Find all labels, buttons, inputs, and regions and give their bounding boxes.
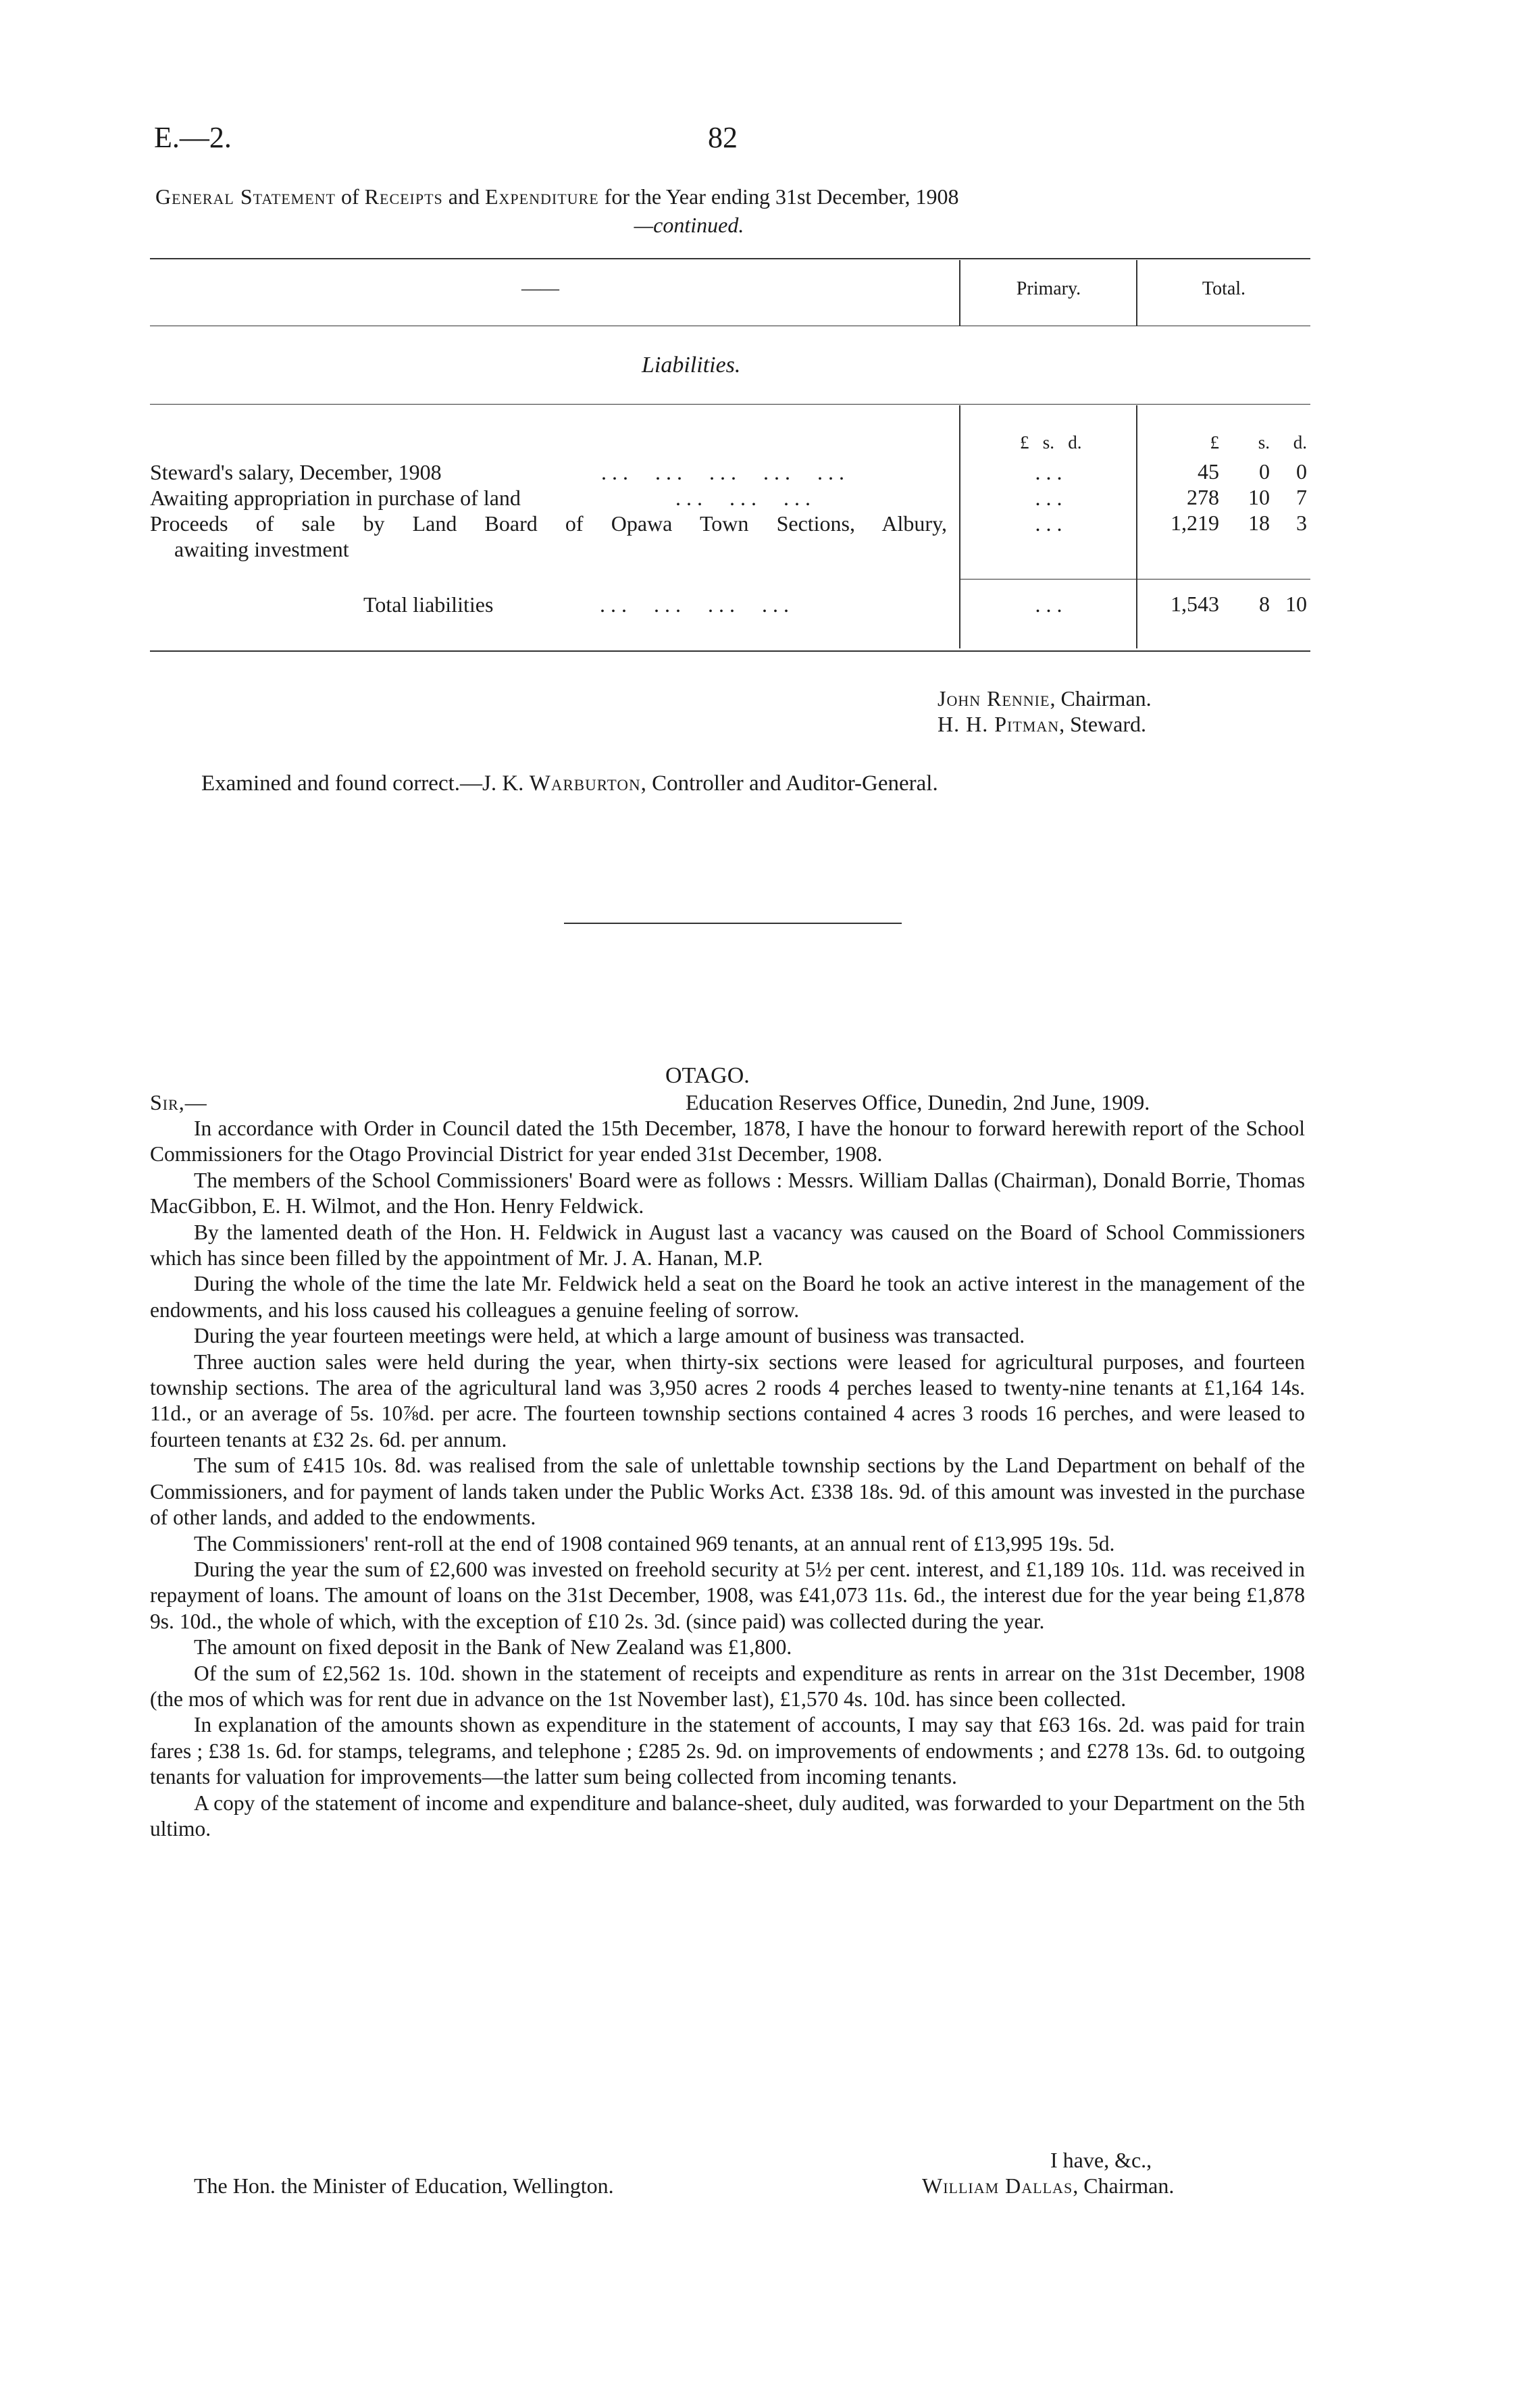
- document-code: E.—2.: [154, 121, 232, 154]
- title-receipts: Receipts: [364, 184, 443, 209]
- table-row-pence: 0: [1296, 459, 1307, 484]
- table-section-rule: [150, 404, 1310, 405]
- letter-address: Education Reserves Office, Dunedin, 2nd June, 1909.: [686, 1090, 1150, 1114]
- letter-paragraph: The Commissioners' rent-roll at the end of 1908 contained 969 tenants, at an annual rent of £13,995 19s. 5d.: [194, 1531, 1115, 1555]
- total-shilling-unit: s.: [1258, 432, 1270, 453]
- letter-paragraph: Of the sum of £2,562 1s. 10d. shown in the statement of receipts and expenditure as rents in arrear on the 31st December, 1908 (the mos of which was for rent due in advance on the 1st November last), £1,570 4s. 10d. has since been collected.: [150, 1661, 1305, 1711]
- table-row-label-continued: awaiting investment: [174, 537, 349, 561]
- total-liabilities-label: Total liabilities: [363, 592, 494, 617]
- table-row-primary: . . .: [1035, 511, 1062, 536]
- letter-salutation: Sir,—: [150, 1090, 207, 1114]
- signature-chairman-name: John Rennie: [938, 686, 1050, 711]
- column-head-primary: Primary.: [1016, 278, 1081, 299]
- letter-paragraph: A copy of the statement of income and expenditure and balance-sheet, duly audited, was forwarded to your Department on the 5th ultimo.: [150, 1791, 1305, 1841]
- table-row-primary: . . .: [1035, 486, 1062, 510]
- table-top-rule: [150, 258, 1310, 259]
- letter-paragraph: By the lamented death of the Hon. H. Feldwick in August last a vacancy was caused on the Board of School Commissioners which has since been filled by the appointment of Mr. J. A. Hanan, M.P.: [150, 1220, 1305, 1270]
- total-liabilities-shillings: 8: [1259, 592, 1270, 616]
- signature-steward-name: H. H. Pitman: [938, 712, 1060, 736]
- letter-paragraph: During the year the sum of £2,600 was invested on freehold security at 5½ per cent. interest, and £1,189 10s. 11d. was received in repayment of loans. The amount of loans on the 31st December, 1908, was £41,073 11s. 6d., the interest due for the year being £1,878 9s. 10d., the whole of which, with the exception of £10 2s. 3d. (since paid) was collected during the year.: [150, 1557, 1305, 1633]
- page-number: 82: [708, 121, 738, 154]
- letter-body: [150, 1116, 1305, 1842]
- column-divider-total: [1136, 405, 1137, 648]
- total-pound-unit: £: [1210, 432, 1219, 453]
- letter-closing: I have, &c.,: [1050, 2148, 1152, 2172]
- total-liabilities-leader: . . . . . . . . . . . .: [600, 592, 789, 617]
- table-row-pence: 7: [1296, 485, 1307, 509]
- auditor-role: , Controller and Auditor-General.: [640, 771, 938, 796]
- letter-addressee: The Hon. the Minister of Education, Wellington.: [194, 2173, 614, 2198]
- title-suffix: for the Year ending 31st December, 1908: [604, 184, 959, 209]
- table-row-pence: 3: [1296, 511, 1307, 535]
- table-bottom-rule: [150, 650, 1310, 652]
- letter-paragraph: During the year fourteen meetings were held, at which a large amount of business was transacted.: [194, 1324, 1025, 1348]
- letter-paragraph: Three auction sales were held during the year, when thirty-six sections were leased for agricultural purposes, and fourteen township sections. The area of the agricultural land was 3,950 acres 2 roods 4 perches leased to twenty-nine tenants at £1,164 14s. 11d., or an average of 5s. 10⅞d. per acre. The fourteen township sections contained 4 acres 3 roods 16 perches, and were leased to fourteen tenants at £32 2s. 6d. per annum.: [150, 1349, 1305, 1451]
- table-row-label: Awaiting appropriation in purchase of land: [150, 486, 521, 510]
- total-liabilities-pence: 10: [1285, 592, 1307, 616]
- letter-paragraph: The amount on fixed deposit in the Bank of New Zealand was £1,800.: [194, 1635, 792, 1659]
- title-expenditure: Expenditure: [485, 184, 599, 209]
- signature-chairman-role: , Chairman.: [1050, 686, 1152, 711]
- table-row-shillings: 10: [1248, 485, 1270, 509]
- table-row-pounds: 278: [1187, 485, 1219, 509]
- title-of: of: [341, 184, 359, 209]
- signature-steward: [938, 712, 1146, 737]
- table-row-label: Steward's salary, December, 1908: [150, 460, 442, 484]
- letter-signer-role: , Chairman.: [1073, 2173, 1175, 2198]
- column-divider-total-head: [1136, 260, 1137, 326]
- letter-paragraph: In explanation of the amounts shown as expenditure in the statement of accounts, I may say that £63 16s. 2d. was paid for train fares ; £38 1s. 6d. for stamps, telegrams, and telephone ; £285 2s. 9d. on improvements of endowments ; and £278 13s. 6d. to outgoing tenants for valuation for improvements—the latter sum being collected from incoming tenants.: [150, 1713, 1305, 1789]
- auditor-prefix: Examined and found correct.—J. K.: [201, 771, 524, 796]
- section-title-liabilities: Liabilities.: [642, 353, 741, 378]
- letter-paragraph: During the whole of the time the late Mr. Feldwick held a seat on the Board he took an active interest in the management of the endowments, and his loss caused his colleagues a genuine feeling of sorrow.: [150, 1272, 1305, 1322]
- column-divider-primary: [959, 405, 960, 648]
- letter-signature: [922, 2173, 1174, 2198]
- table-total-rule: [959, 579, 1310, 580]
- column-head-total: Total.: [1202, 278, 1246, 299]
- total-pence-unit: d.: [1293, 432, 1307, 453]
- letter-signer-name: William Dallas: [922, 2173, 1073, 2198]
- table-row-pounds: 45: [1198, 459, 1219, 484]
- title-and: and: [448, 184, 480, 209]
- statement-title: [155, 182, 1324, 239]
- letter-paragraph: The members of the School Commissioners' Board were as follows : Messrs. William Dallas (Chairman), Donald Borrie, Thomas MacGibbon, E. H. Wilmot, and the Hon. Henry Feldwick.: [150, 1168, 1305, 1218]
- column-head-blank: ——: [521, 278, 559, 299]
- table-row-leader: . . . . . . . . .: [675, 486, 811, 510]
- signature-steward-role: , Steward.: [1059, 712, 1146, 736]
- section-separator: [564, 923, 902, 924]
- column-divider-primary-head: [959, 260, 960, 326]
- signature-chairman: [938, 686, 1152, 711]
- table-row-shillings: 18: [1248, 511, 1270, 535]
- auditor-certification: [201, 771, 938, 796]
- otago-heading: OTAGO.: [665, 1063, 750, 1088]
- primary-unit-heading: £ s. d.: [1020, 432, 1082, 453]
- total-liabilities-primary: . . .: [1035, 592, 1062, 617]
- table-row-primary: . . .: [1035, 460, 1062, 484]
- total-liabilities-pounds: 1,543: [1171, 592, 1219, 616]
- letter-paragraph: In accordance with Order in Council dated the 15th December, 1878, I have the honour to forward herewith report of the School Commissioners for the Otago Provincial District for year ended 31st December, 1908.: [150, 1116, 1305, 1166]
- table-row-label: Proceeds of sale by Land Board of Opawa Town Sections, Albury,: [150, 511, 947, 536]
- auditor-name: Warburton: [529, 771, 641, 796]
- table-row-pounds: 1,219: [1171, 511, 1219, 535]
- title-prefix: General Statement: [155, 184, 336, 209]
- title-continued: —continued.: [634, 213, 744, 237]
- letter-paragraph: The sum of £415 10s. 8d. was realised from the sale of unlettable township sections by the Land Department on behalf of the Commissioners, and for payment of lands taken under the Public Works Act. £338 18s. 9d. of this amount was invested in the purchase of other lands, and added to the endowments.: [150, 1453, 1305, 1530]
- table-row-shillings: 0: [1259, 459, 1270, 484]
- table-row-leader: . . . . . . . . . . . . . . .: [601, 460, 844, 484]
